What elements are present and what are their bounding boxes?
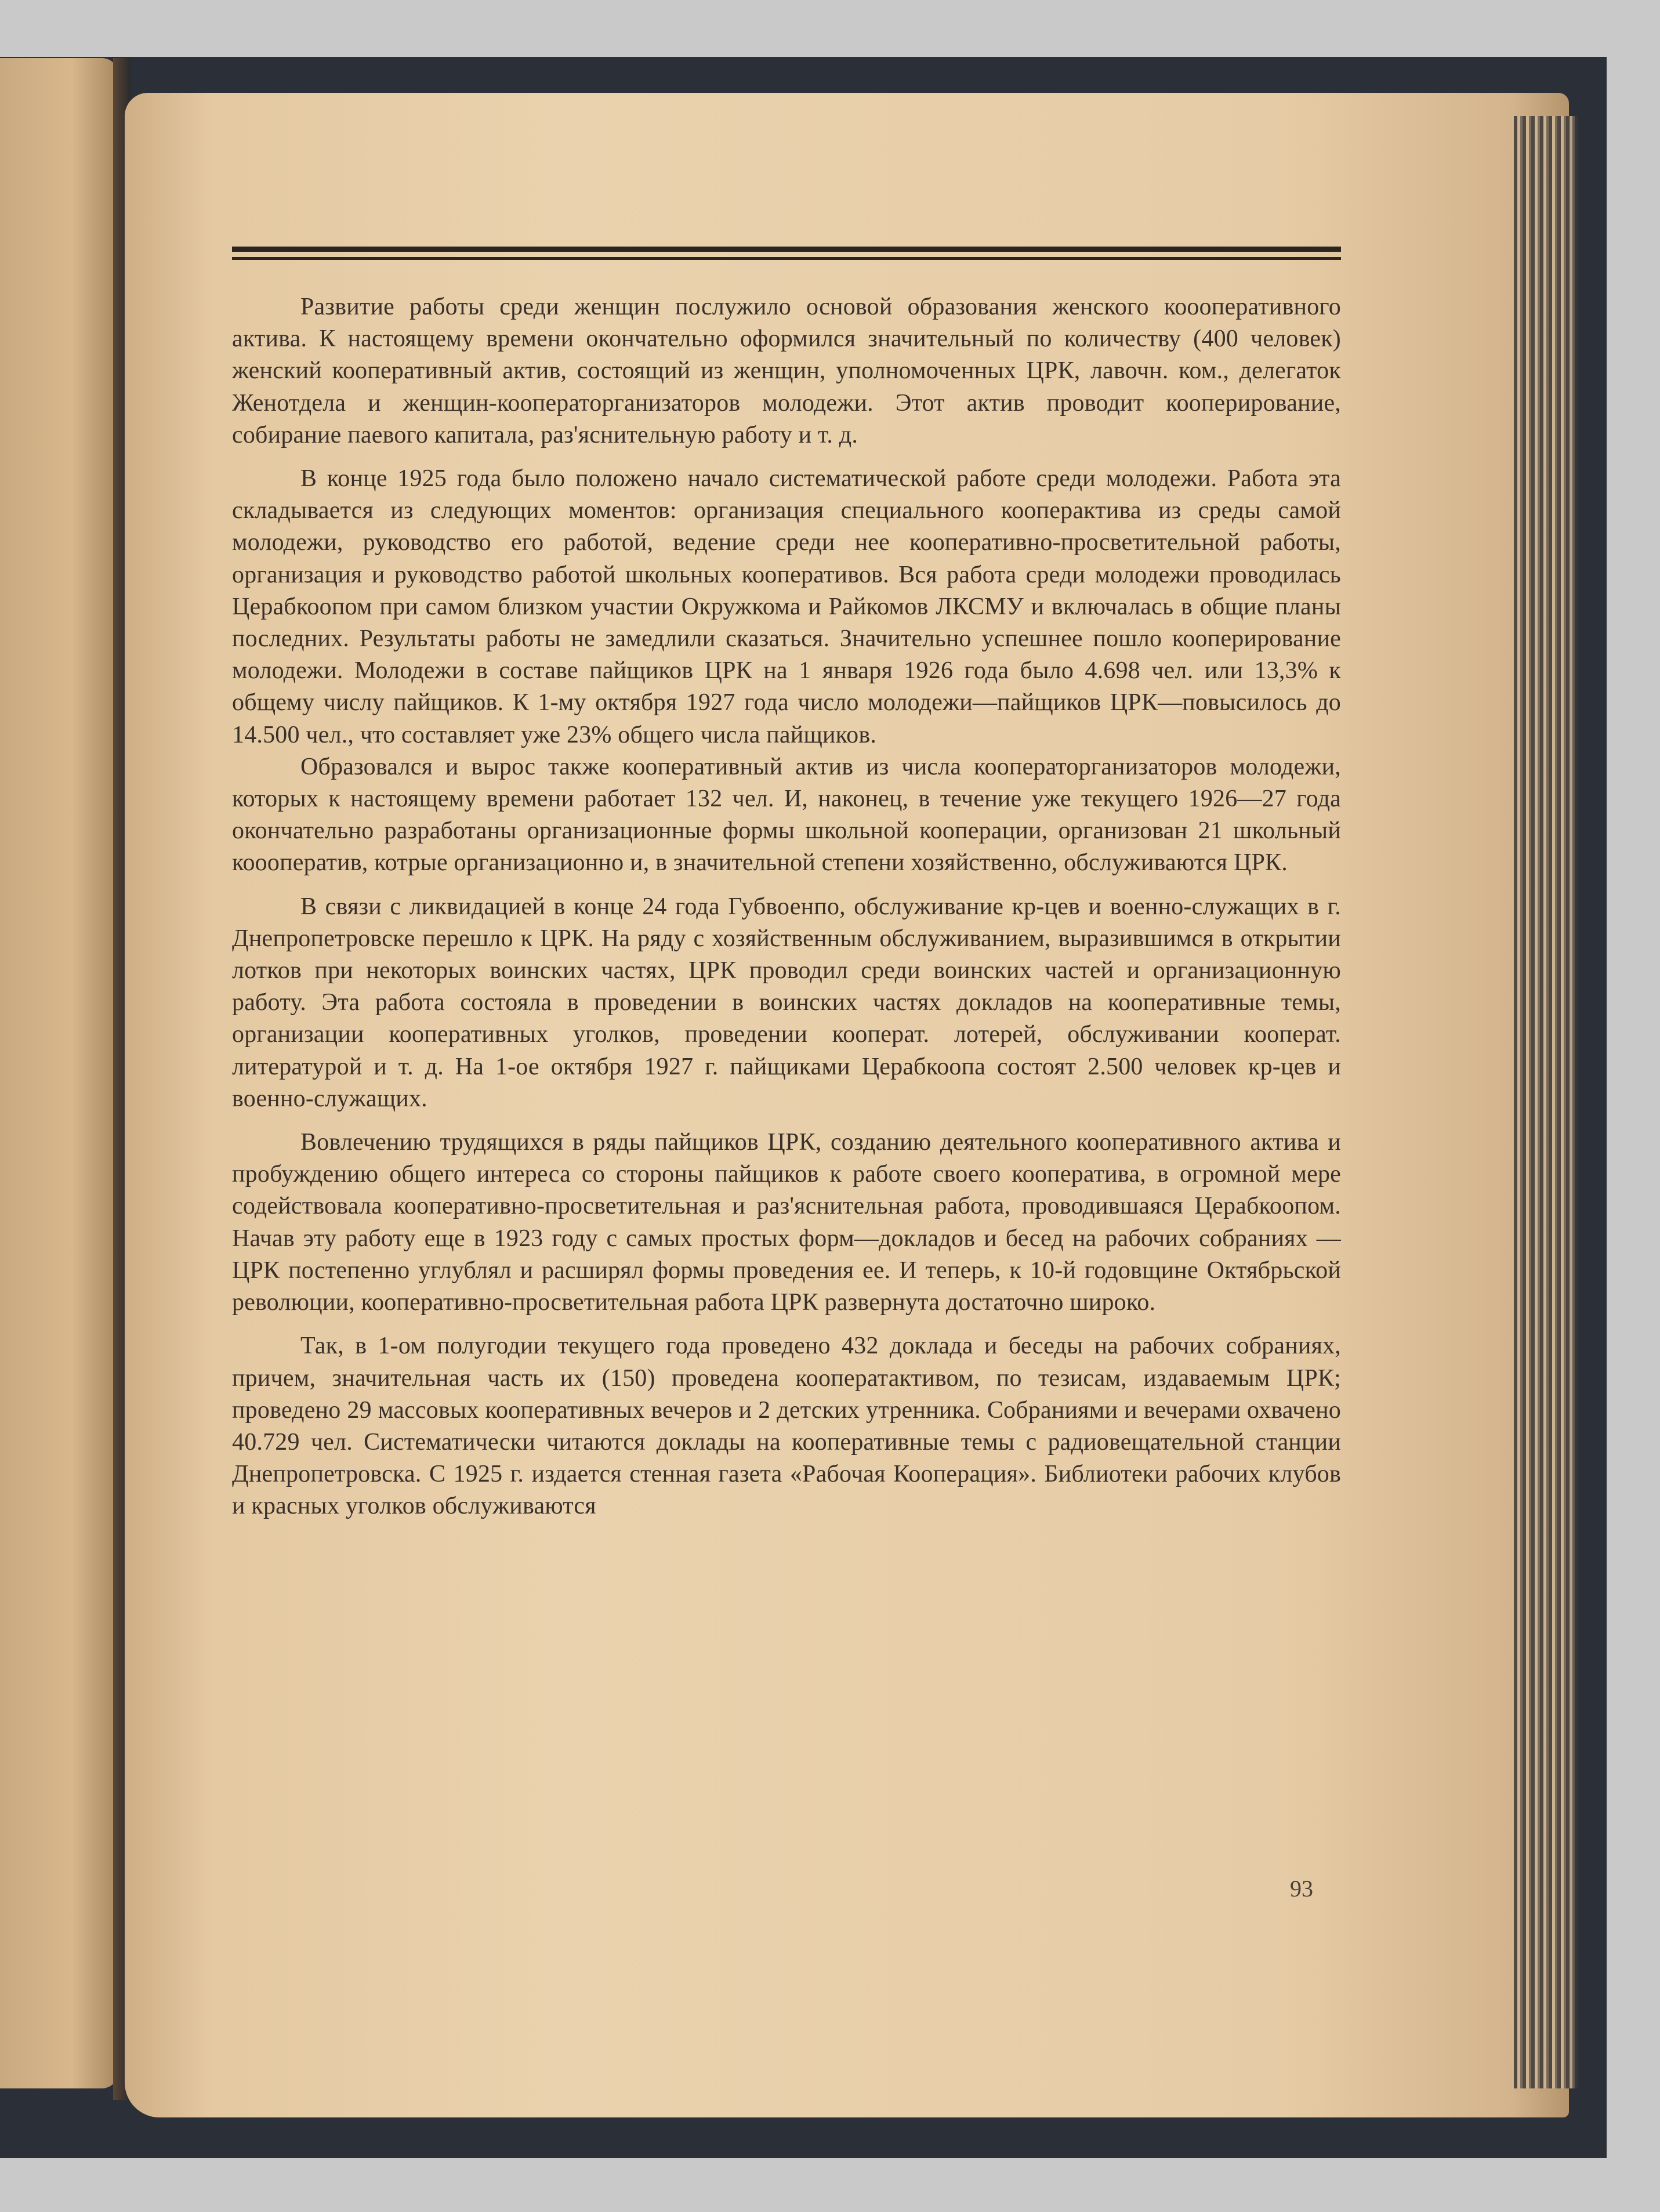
header-rule-thin	[232, 257, 1341, 260]
left-page-edge	[0, 58, 119, 2088]
body-text	[232, 291, 1341, 1523]
paragraph: Так, в 1-ом полугодии текущего года проведено 432 доклада и беседы на рабочих собраниях, причем, значительная часть их (150) проведена кооператактивом, по тезисам, издаваемым ЦРК; проведено 29 массовых кооперативных вечеров и 2 детских утренника. Собраниями и вечерами охвачено 40.729 чел. Систематически читаются доклады на кооперативные темы с радиовещательной станции Днепропетровска. С 1925 г. издается стенная газета «Рабочая Кооперация». Библиотеки рабочих клубов и красных уголков обслуживаются	[232, 1333, 1341, 1520]
header-rule-thick	[232, 247, 1341, 252]
page-number: 93	[1290, 1876, 1313, 1902]
paragraph: Вовлечению трудящихся в ряды пайщиков ЦРК, созданию деятельного кооперативного актива и пробуждению общего интереса со стороны пайщиков к работе своего кооператива, в огромной мере содействовала кооперативно-просветительная и раз'яснительная работа, проводившаяся Церабкоопом. Начав эту работу еще в 1923 году с самых простых форм—докладов и бесед на рабочих собраниях — ЦРК постепенно углублял и расширял формы проведения ее. И теперь, к 10-й годовщине Октябрьской революции, кооперативно-просветительная работа ЦРК развернута достаточно широко.	[232, 1129, 1341, 1316]
paragraph: В связи с ликвидацией в конце 24 года Губвоенпо, обслуживание кр-цев и военно-служащих в г. Днепропетровске перешло к ЦРК. На ряду с хозяйственным обслуживанием, выразившимся в открытии лотков при некоторых воинских частях, ЦРК проводил среди воинских частей и организационную работу. Эта работа состояла в проведении в воинских частях докладов на кооперативные темы, организации кооперативных уголков, проведении кооперат. лотерей, обслуживании кооперат. литературой и т. д. На 1-ое октября 1927 г. пайщиками Церабкоопа состоят 2.500 человек кр-цев и военно-служащих.	[232, 893, 1341, 1112]
paragraph: В конце 1925 года было положено начало систематической работе среди молодежи. Работа эта складывается из следующих моментов: организация специального кооперактива из среды самой молодежи, руководство его работой, ведение среди нее кооперативно-просветительной работы, организация и руководство работой школьных кооперативов. Вся работа среди молодежи проводилась Церабкоопом при самом близком участии Окружкома и Райкомов ЛКСМУ и включалась в общие планы последних. Результаты работы не замедлили сказаться. Значительно успешнее пошло кооперирование молодежи. Молодежи в составе пайщиков ЦРК на 1 января 1926 года было 4.698 чел. или 13,3% к общему числу пайщиков. К 1-му октября 1927 года число молодежи—пайщиков ЦРК—повысилось до 14.500 чел., что составляет уже 23% общего числа пайщиков.	[232, 465, 1341, 748]
paragraph: Образовался и вырос также кооперативный актив из числа кооператорганизаторов молодежи, которых к настоящему времени работает 132 чел. И, наконец, в течение уже текущего 1926—27 года окончательно разработаны организационные формы школьной кооперации, организован 21 школьный коооператив, котрые организационно и, в значительной степени хозяйственно, обслуживаются ЦРК.	[232, 753, 1341, 877]
page-stack-edge	[1514, 116, 1578, 2088]
paragraph: Развитие работы среди женщин послужило основой образования женского коооперативного актива. К настоящему времени окончательно оформился значительный по количеству (400 человек) женский кооперативный актив, состоящий из женщин, уполномоченных ЦРК, лавочн. ком., делегаток Женотдела и женщин-кооператорганизаторов молодежи. Этот актив проводит кооперирование, собирание паевого капитала, раз'яснительную работу и т. д.	[232, 294, 1341, 448]
